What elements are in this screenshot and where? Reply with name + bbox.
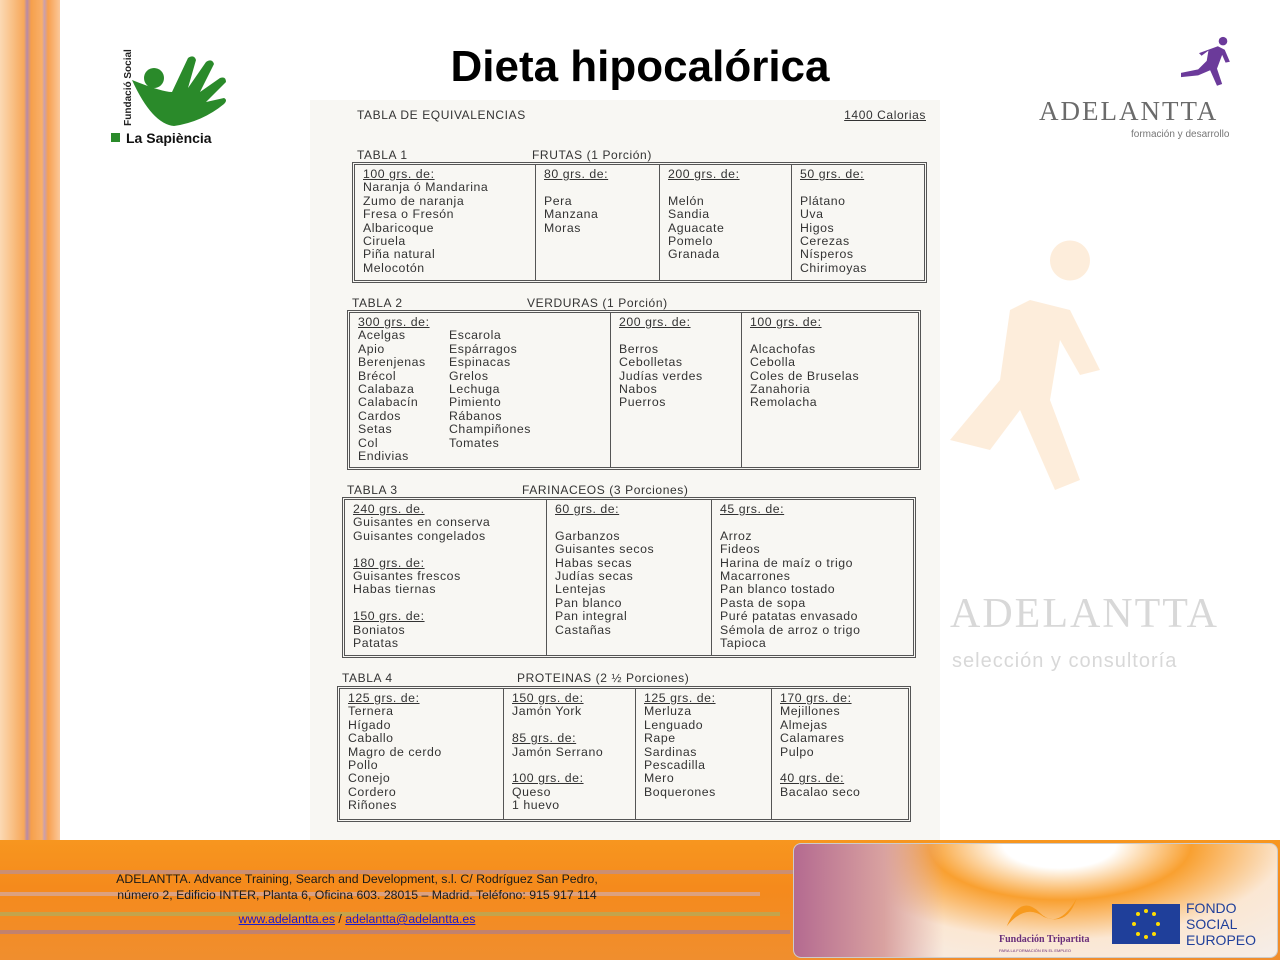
food-item: Pimiento: [449, 395, 502, 410]
table-title: FARINACEOS (3 Porciones): [522, 483, 689, 497]
address-line-2: número 2, Edificio INTER, Planta 6, Oficina 603. 28015 – Madrid. Teléfono: 915 917 114: [117, 888, 597, 902]
portion-heading: 300 grs. de:: [358, 315, 430, 329]
food-item: Tomates: [449, 435, 500, 450]
portion-heading: 200 grs. de:: [668, 167, 740, 181]
food-item-pair: [358, 343, 610, 356]
table-column: [535, 165, 659, 280]
food-item: Ciruela: [363, 234, 406, 249]
table-column: [546, 500, 711, 655]
blank-line: [750, 329, 918, 342]
food-item: Higos: [800, 220, 835, 235]
food-item: Escarola: [449, 328, 502, 343]
food-item: Harina de maíz o trigo: [720, 555, 854, 570]
food-item: Melocotón: [363, 260, 425, 275]
food-item: Habas tiernas: [353, 582, 437, 597]
blank-line: [512, 759, 635, 772]
logo-subtitle: formación y desarrollo: [1131, 129, 1230, 140]
table-label: TABLA 1: [357, 148, 408, 162]
food-item: Almejas: [780, 717, 828, 732]
food-item: Tapioca: [720, 636, 767, 651]
food-item-pair: [358, 329, 610, 342]
portion-heading: 50 grs. de:: [800, 167, 865, 181]
portion-heading: 125 grs. de:: [348, 691, 420, 705]
food-item-pair: [358, 383, 610, 396]
table-column: [345, 500, 546, 655]
blank-line: [780, 759, 908, 772]
food-item: Mero: [644, 771, 675, 786]
food-item: Albaricoque: [363, 220, 434, 235]
fondo-social-europeo: FONDO SOCIAL EUROPEO: [1186, 900, 1257, 948]
food-item: Judías secas: [555, 569, 634, 584]
document-heading: TABLA DE EQUIVALENCIAS: [357, 108, 526, 122]
blank-line: [353, 597, 546, 610]
blank-line: [619, 329, 741, 342]
food-item: Guisantes congelados: [353, 528, 486, 543]
food-item: Pollo: [348, 758, 379, 773]
food-item: Chirimoyas: [800, 260, 867, 275]
table-column: [610, 313, 741, 467]
logo-name: La Sapiència: [126, 130, 212, 146]
food-item: Calabacín: [358, 395, 419, 410]
food-item: Apio: [358, 341, 385, 356]
food-item: Guisantes en conserva: [353, 515, 491, 530]
food-item: Jamón York: [512, 704, 582, 719]
watermark-tagline: selección y consultoría: [952, 650, 1178, 672]
food-item: Macarrones: [720, 569, 791, 584]
food-table: [347, 310, 921, 470]
food-item: Endivias: [358, 449, 409, 464]
adelantta-logo: [1035, 36, 1235, 146]
food-item-pair: [358, 450, 610, 463]
food-item: Guisantes secos: [555, 542, 655, 557]
food-item: Pulpo: [780, 744, 815, 759]
food-item: Merluza: [644, 704, 692, 719]
logo-square: [111, 133, 120, 142]
food-item-pair: [358, 396, 610, 409]
food-item: Patatas: [353, 636, 399, 651]
food-item: Zanahoria: [750, 382, 811, 397]
food-item: Habas secas: [555, 555, 633, 570]
portion-heading: 240 grs. de.: [353, 502, 425, 516]
food-item: Fideos: [720, 542, 761, 557]
food-item: Grelos: [449, 368, 489, 383]
food-item: Lenguado: [644, 717, 704, 732]
food-item: Champiñones: [449, 422, 531, 437]
food-item: Plátano: [800, 193, 846, 208]
food-item: Puerros: [619, 395, 666, 410]
address-line-1: ADELANTTA. Advance Training, Search and Development, s.l. C/ Rodríguez San Pedro,: [116, 872, 598, 886]
food-item: Cebolla: [750, 355, 796, 370]
food-item: Pera: [544, 193, 573, 208]
food-item: Alcachofas: [750, 341, 816, 356]
link-separator: /: [335, 912, 346, 926]
food-item: Calabaza: [358, 382, 415, 397]
food-item: Jamón Serrano: [512, 744, 604, 759]
table-title: FRUTAS (1 Porción): [532, 148, 652, 162]
food-item: Naranja ó Mandarina: [363, 180, 489, 195]
food-item-pair: [358, 423, 610, 436]
food-item: Berros: [619, 341, 659, 356]
food-item: Zumo de naranja: [363, 193, 465, 208]
table-label: TABLA 3: [347, 483, 398, 497]
table-column: [635, 689, 771, 819]
food-item: Bacalao seco: [780, 784, 861, 799]
hand-icon: [122, 52, 232, 130]
footer-address: [62, 871, 652, 903]
portion-heading: 100 grs. de:: [512, 771, 584, 786]
food-item: Puré patatas envasado: [720, 609, 859, 624]
table-column: [741, 313, 918, 467]
logo-name: ADELANTTA: [1039, 96, 1219, 126]
food-item: Col: [358, 435, 379, 450]
page-title: Dieta hipocalórica: [450, 42, 830, 91]
food-item: Ternera: [348, 704, 394, 719]
footer-links: [62, 912, 652, 926]
decorative-left-strip: [0, 0, 60, 840]
table-label: TABLA 2: [352, 296, 403, 310]
blank-line: [555, 516, 711, 529]
food-item: Pomelo: [668, 234, 713, 249]
eu-flag-icon: [1112, 904, 1180, 944]
food-table: [337, 686, 911, 822]
food-item: Boquerones: [644, 784, 716, 799]
food-item: Setas: [358, 422, 393, 437]
food-item: Rábanos: [449, 408, 503, 423]
food-item: Cerezas: [800, 234, 850, 249]
food-item: Melón: [668, 193, 705, 208]
scanned-equivalence-table: [310, 100, 940, 842]
food-item: Fresa o Fresón: [363, 207, 455, 222]
food-item: 1 huevo: [512, 798, 560, 813]
portion-heading: 80 grs. de:: [544, 167, 609, 181]
food-item: Mejillones: [780, 704, 841, 719]
table-title: PROTEINAS (2 ½ Porciones): [517, 671, 690, 685]
food-item: Moras: [544, 220, 581, 235]
food-item: Rape: [644, 731, 676, 746]
food-item: Pan integral: [555, 609, 628, 624]
food-item: Riñones: [348, 798, 397, 813]
blank-line: [800, 181, 924, 194]
food-item: Nabos: [619, 382, 658, 397]
food-item-pair: [358, 410, 610, 423]
food-table: [352, 162, 927, 283]
table-column: [659, 165, 791, 280]
food-item: Pasta de sopa: [720, 595, 806, 610]
blank-line: [512, 719, 635, 732]
food-item: Guisantes frescos: [353, 569, 461, 584]
food-item: Brécol: [358, 368, 397, 383]
food-item: Pan blanco: [555, 595, 623, 610]
runner-icon: [1170, 36, 1240, 96]
food-item: Castañas: [555, 622, 612, 637]
food-item: Espárragos: [449, 341, 518, 356]
portion-heading: 125 grs. de:: [644, 691, 716, 705]
table-title: VERDURAS (1 Porción): [527, 296, 668, 310]
food-item-pair: [358, 437, 610, 450]
table-column: [711, 500, 913, 655]
food-item: Acelgas: [358, 328, 406, 343]
food-item: Pescadilla: [644, 758, 706, 773]
website-link[interactable]: www.adelantta.es: [238, 912, 336, 926]
portion-heading: 180 grs. de:: [353, 555, 425, 570]
portion-heading: 150 grs. de:: [353, 609, 425, 624]
food-item: Lechuga: [449, 382, 501, 397]
food-item: Conejo: [348, 771, 391, 786]
portion-heading: 45 grs. de:: [720, 502, 785, 516]
food-item: Arroz: [720, 528, 753, 543]
food-item: Granada: [668, 247, 720, 262]
food-item: Cebolletas: [619, 355, 683, 370]
blank-line: [720, 516, 913, 529]
portion-heading: 150 grs. de:: [512, 691, 584, 705]
food-item: Coles de Bruselas: [750, 368, 860, 383]
food-item-pair: [358, 356, 610, 369]
food-item: Boniatos: [353, 622, 406, 637]
food-item: Cordero: [348, 784, 397, 799]
food-item: Espinacas: [449, 355, 511, 370]
table-column: [771, 689, 908, 819]
email-link[interactable]: adelantta@adelantta.es: [345, 912, 476, 926]
table-column: [791, 165, 924, 280]
logo-vertical-text: Fundació Social: [122, 49, 134, 126]
portion-heading: 200 grs. de:: [619, 315, 691, 329]
food-item: Lentejas: [555, 582, 606, 597]
la-sapiencia-logo: [108, 49, 238, 147]
food-item: Caballo: [348, 731, 394, 746]
food-item: Sardinas: [644, 744, 697, 759]
portion-heading: 170 grs. de:: [780, 691, 852, 705]
food-item: Calamares: [780, 731, 845, 746]
food-item: Judías verdes: [619, 368, 703, 383]
portion-heading: 60 grs. de:: [555, 502, 620, 516]
food-item: Cardos: [358, 408, 401, 423]
fundacion-tripartita-logo: [999, 889, 1089, 931]
table-label: TABLA 4: [342, 671, 393, 685]
food-item: Remolacha: [750, 395, 818, 410]
table-column: [340, 689, 503, 819]
food-item: Nísperos: [800, 247, 854, 262]
food-item: Magro de cerdo: [348, 744, 442, 759]
food-item: Berenjenas: [358, 355, 426, 370]
portion-heading: 85 grs. de:: [512, 731, 577, 746]
table-column: [350, 313, 610, 467]
food-item: Hígado: [348, 717, 391, 732]
blank-line: [353, 543, 546, 556]
portion-heading: 40 grs. de:: [780, 771, 845, 786]
calories-label: 1400 Calorias: [844, 108, 926, 122]
tripartita-sub: PARA LA FORMACIÓN EN EL EMPLEO: [999, 948, 1072, 953]
tripartita-name: Fundación Tripartita: [999, 934, 1090, 945]
food-item: Aguacate: [668, 220, 725, 235]
food-item: Garbanzos: [555, 528, 621, 543]
food-item-pair: [358, 370, 610, 383]
food-item: Piña natural: [363, 247, 436, 262]
food-item: Sandia: [668, 207, 710, 222]
table-column: [503, 689, 635, 819]
food-item: Uva: [800, 207, 824, 222]
food-item: Pan blanco tostado: [720, 582, 836, 597]
blank-line: [544, 181, 659, 194]
food-item: Manzana: [544, 207, 599, 222]
food-item: Sémola de arroz o trigo: [720, 622, 861, 637]
portion-heading: 100 grs. de:: [750, 315, 822, 329]
food-table: [342, 497, 916, 658]
watermark-brand: ADELANTTA: [950, 591, 1219, 637]
portion-heading: 100 grs. de:: [363, 167, 435, 181]
blank-line: [668, 181, 791, 194]
runner-watermark-icon: [930, 240, 1130, 540]
sponsor-box: [793, 843, 1278, 958]
table-column: [355, 165, 535, 280]
food-item: Queso: [512, 784, 551, 799]
